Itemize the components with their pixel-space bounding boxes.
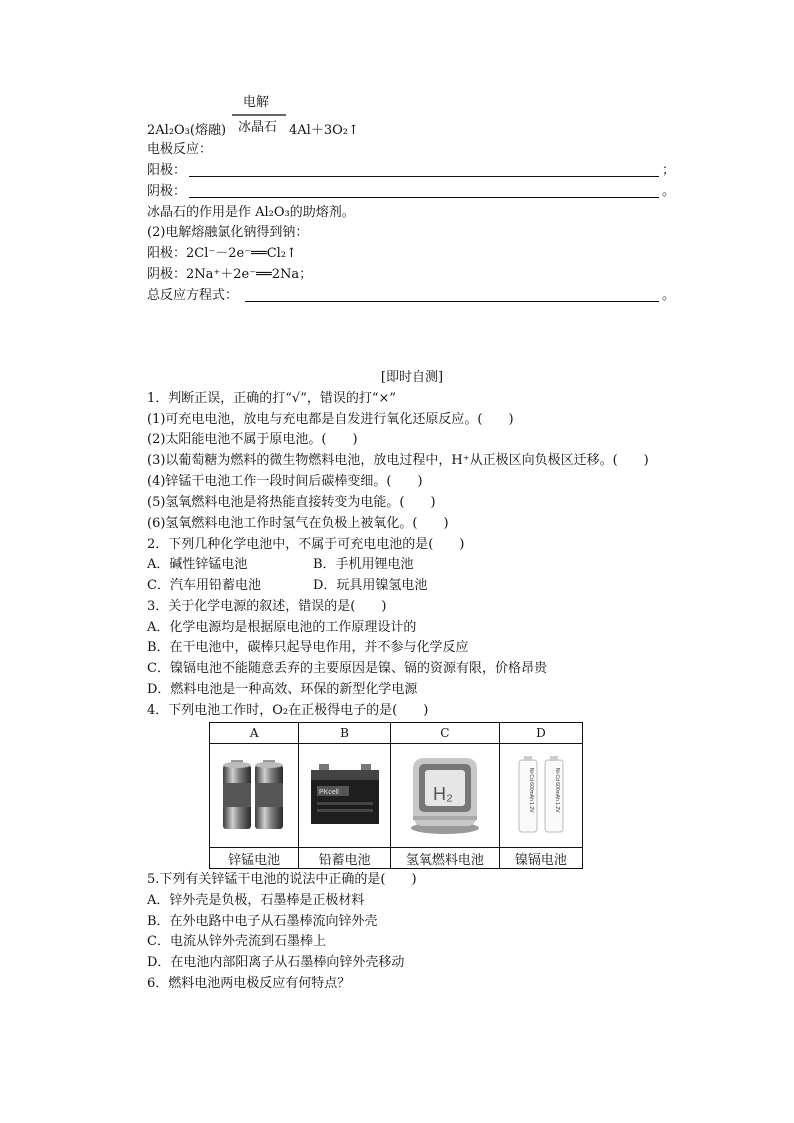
zinc-manganese-battery-image[interactable]: [210, 744, 299, 848]
section-title: [即时自测]: [380, 370, 444, 385]
q2-option-c[interactable]: C．汽车用铅蓄电池: [147, 578, 261, 593]
name-c: 氢氧燃料电池: [390, 848, 499, 869]
name-a: 锌锰电池: [210, 848, 299, 869]
lead-acid-battery-image[interactable]: [299, 744, 391, 848]
header-b: B: [299, 723, 391, 744]
condition-top: 电解: [243, 95, 270, 110]
q1-item-5: (5)氢氧燃料电池是将热能直接转变为电能。( ): [147, 495, 436, 510]
header-d: D: [499, 723, 582, 744]
rechargeable-cell-icon: [511, 752, 571, 836]
header-a: A: [210, 723, 299, 744]
q2-option-d[interactable]: D．玩具用镍氢电池: [313, 578, 428, 593]
q5-option-c[interactable]: C．电流从锌外壳流到石墨棒上: [147, 934, 326, 949]
h2-mark: H₂: [432, 783, 453, 804]
total-label: 总反应方程式：: [147, 288, 239, 303]
nacl-anode: 阳极：2Cl⁻－2e⁻══Cl₂↑: [147, 246, 297, 261]
q5-stem: 5.下列有关锌锰干电池的说法中正确的是( ): [147, 872, 417, 887]
cathode-label: 阴极：: [147, 184, 187, 199]
q2-option-b[interactable]: B．手机用锂电池: [313, 557, 414, 572]
q4-stem: 4．下列电池工作时，O₂在正极得电子的是( ): [147, 703, 429, 718]
cryolite-note: 冰晶石的作用是作 Al₂O₃的助熔剂。: [147, 205, 355, 220]
name-d: 镍镉电池: [499, 848, 582, 869]
q3-option-d[interactable]: D．燃料电池是一种高效、环保的新型化学电源: [147, 682, 418, 697]
q3-stem: 3．关于化学电源的叙述，错误的是( ): [147, 599, 387, 614]
condition-bottom: 冰晶石: [238, 120, 278, 135]
q2-stem: 2．下列几种化学电池中，不属于可充电电池的是( ): [147, 537, 465, 552]
q5-option-a[interactable]: A．锌外壳是负极，石墨棒是正极材料: [147, 893, 365, 908]
header-c: C: [390, 723, 499, 744]
reaction-rhs: 4Al＋3O₂↑: [289, 123, 359, 138]
anode-answer-line[interactable]: [189, 176, 659, 177]
q6-stem: 6．燃料电池两电极反应有何特点？: [147, 976, 351, 991]
q3-option-c[interactable]: C．镍镉电池不能随意丢弃的主要原因是镍、镉的资源有限，价格昂贵: [147, 661, 547, 676]
punct-semicolon: ；: [662, 163, 676, 178]
nickel-cadmium-battery-image[interactable]: [499, 744, 582, 848]
condition-bar: [232, 114, 286, 116]
total-answer-line[interactable]: [245, 301, 659, 302]
reaction-lhs: 2Al₂O₃(熔融): [147, 123, 227, 138]
cell-label-2: Ni-Cd 600mAh 1.2V: [553, 767, 560, 812]
hydrogen-oxygen-fuel-cell-image[interactable]: [390, 744, 499, 848]
cell-label-1: Ni-Cd 600mAh 1.2V: [527, 767, 534, 812]
battery-table: [209, 722, 583, 869]
nacl-cathode: 阴极：2Na⁺＋2e⁻══2Na；: [147, 267, 313, 282]
dry-cell-battery-icon: [219, 755, 289, 833]
q1-item-2: (2)太阳能电池不属于原电池。( ): [147, 432, 358, 447]
q3-option-a[interactable]: A．化学电源均是根据原电池的工作原理设计的: [147, 620, 417, 635]
punct-period-1: 。: [662, 184, 676, 199]
q5-option-b[interactable]: B．在外电路中电子从石墨棒流向锌外壳: [147, 914, 378, 929]
q1-item-6: (6)氢氧燃料电池工作时氢气在负极上被氧化。( ): [147, 516, 449, 531]
q2-option-a[interactable]: A．碱性锌锰电池: [147, 557, 248, 572]
fuel-cell-icon: [405, 752, 485, 836]
q1-item-4: (4)锌锰干电池工作一段时间后碳棒变细。( ): [147, 474, 423, 489]
battery-brand: PKcell: [318, 788, 339, 796]
cathode-answer-line[interactable]: [189, 197, 659, 198]
name-b: 铅蓄电池: [299, 848, 391, 869]
electrode-label: 电极反应：: [147, 142, 213, 157]
q3-option-b[interactable]: B．在干电池中，碳棒只起导电作用，并不参与化学反应: [147, 640, 469, 655]
q1-stem: 1．判断正误，正确的打“√”，错误的打“×”: [147, 391, 397, 406]
lead-acid-battery-icon: [305, 758, 385, 830]
punct-period-2: 。: [662, 288, 676, 303]
nacl-heading: (2)电解熔融氯化钠得到钠：: [147, 225, 309, 240]
q1-item-3: (3)以葡萄糖为燃料的微生物燃料电池，放电过程中，H⁺从正极区向负极区迁移。( ): [147, 453, 649, 468]
q1-item-1: (1)可充电电池，放电与充电都是自发进行氧化还原反应。( ): [147, 412, 514, 427]
q5-option-d[interactable]: D．在电池内部阳离子从石墨棒向锌外壳移动: [147, 955, 405, 970]
anode-label: 阳极：: [147, 163, 187, 178]
